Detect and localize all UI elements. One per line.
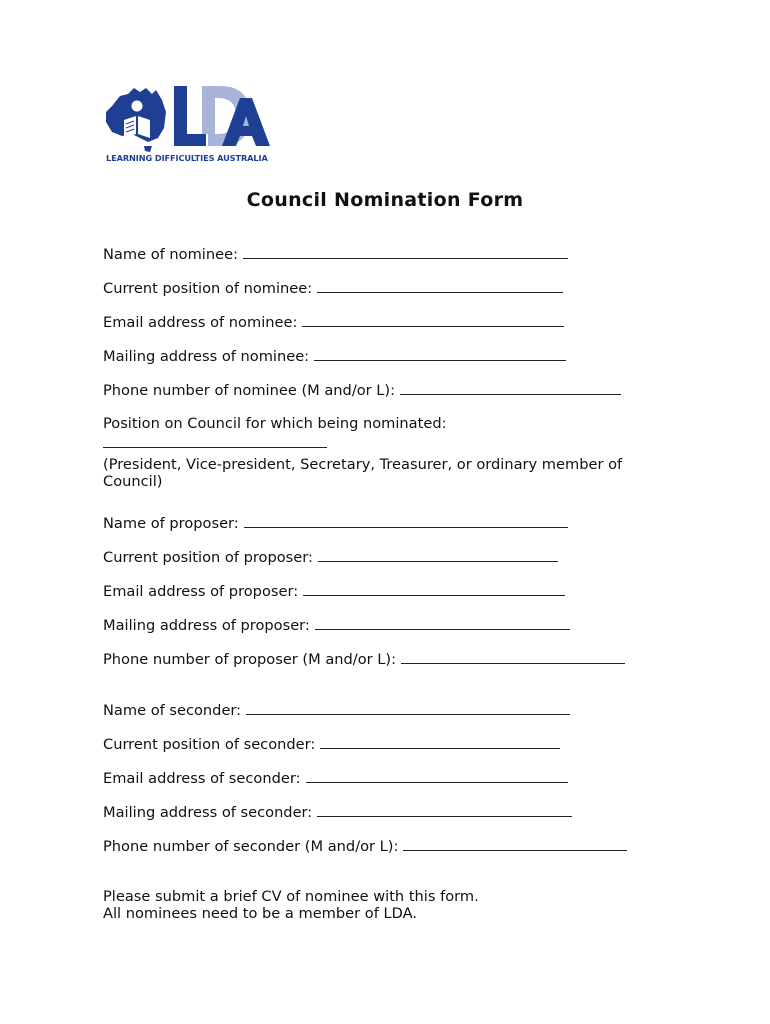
nominee-position-field[interactable]	[317, 279, 563, 293]
seconder-phone-row	[103, 837, 627, 855]
nominee-position-row	[103, 279, 563, 297]
nominee-name-row	[103, 245, 568, 263]
proposer-phone-label: Phone number of proposer (M and/or L):	[103, 651, 397, 668]
cv-instruction: Please submit a brief CV of nominee with this form.	[103, 888, 479, 905]
seconder-position-row	[103, 735, 560, 753]
proposer-email-label: Email address of proposer:	[103, 583, 299, 600]
nominee-position-label: Current position of nominee:	[103, 280, 313, 297]
proposer-position-row	[103, 548, 558, 566]
seconder-name-label: Name of seconder:	[103, 702, 242, 719]
nominee-phone-field[interactable]	[400, 381, 621, 395]
seconder-email-field[interactable]	[306, 769, 568, 783]
form-title: Council Nomination Form	[246, 189, 524, 211]
nominee-email-row	[103, 313, 564, 331]
lda-logo	[104, 84, 274, 168]
seconder-mailing-field[interactable]	[317, 803, 572, 817]
proposer-phone-row	[103, 650, 625, 668]
proposer-name-field[interactable]	[244, 514, 568, 528]
nominee-mailing-label: Mailing address of nominee:	[103, 348, 310, 365]
australia-reader-emblem-icon	[104, 84, 274, 154]
seconder-phone-label: Phone number of seconder (M and/or L):	[103, 838, 399, 855]
nominee-mailing-field[interactable]	[314, 347, 566, 361]
nominee-phone-label: Phone number of nominee (M and/or L):	[103, 382, 396, 399]
proposer-name-label: Name of proposer:	[103, 515, 239, 532]
seconder-mailing-label: Mailing address of seconder:	[103, 804, 313, 821]
proposer-position-label: Current position of proposer:	[103, 549, 313, 566]
nominee-name-field[interactable]	[243, 245, 568, 259]
seconder-email-label: Email address of seconder:	[103, 770, 301, 787]
membership-note: All nominees need to be a member of LDA.	[103, 905, 417, 922]
nominee-mailing-row	[103, 347, 566, 365]
proposer-mailing-field[interactable]	[315, 616, 570, 630]
logo-caption: LEARNING DIFFICULTIES AUSTRALIA	[106, 153, 268, 163]
seconder-name-field[interactable]	[246, 701, 570, 715]
nominee-council-position-label: Position on Council for which being nominated:	[103, 415, 447, 432]
nominee-phone-row	[103, 381, 621, 399]
proposer-name-row	[103, 514, 568, 532]
proposer-position-field[interactable]	[318, 548, 558, 562]
seconder-email-row	[103, 769, 568, 787]
proposer-email-field[interactable]	[303, 582, 565, 596]
nominee-council-position-row	[103, 415, 447, 432]
nominee-email-label: Email address of nominee:	[103, 314, 298, 331]
proposer-phone-field[interactable]	[401, 650, 625, 664]
proposer-mailing-label: Mailing address of proposer:	[103, 617, 310, 634]
nominee-council-position-field[interactable]	[103, 446, 327, 448]
seconder-phone-field[interactable]	[403, 837, 627, 851]
seconder-name-row	[103, 701, 570, 719]
seconder-position-label: Current position of seconder:	[103, 736, 316, 753]
seconder-mailing-row	[103, 803, 572, 821]
nominee-name-label: Name of nominee:	[103, 246, 238, 263]
seconder-position-field[interactable]	[320, 735, 560, 749]
council-position-options: (President, Vice-president, Secretary, Treasurer, or ordinary member of Council)	[103, 456, 623, 490]
proposer-email-row	[103, 582, 565, 600]
nominee-email-field[interactable]	[302, 313, 564, 327]
proposer-mailing-row	[103, 616, 570, 634]
